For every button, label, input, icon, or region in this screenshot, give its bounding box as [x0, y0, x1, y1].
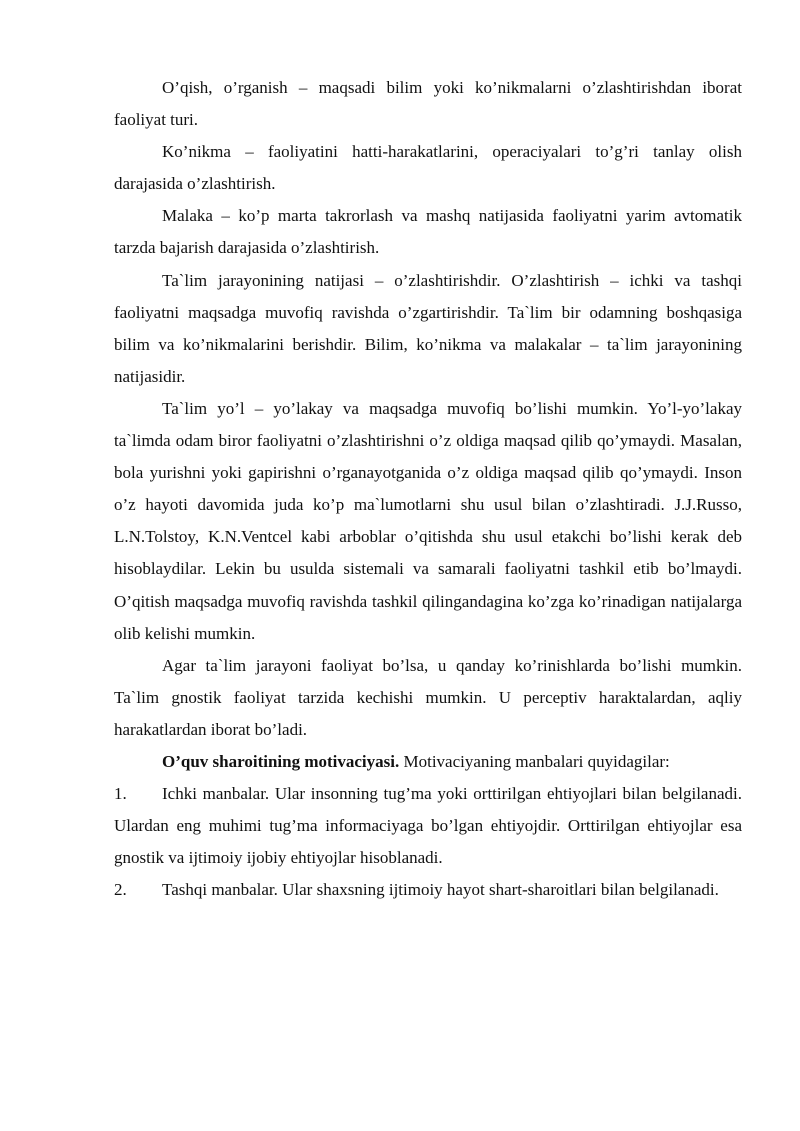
list-item	[114, 874, 742, 906]
paragraph-motivaciya	[114, 746, 742, 778]
list-item-text: Tashqi manbalar. Ular shaxsning ijtimoiy hayot shart-sharoitlari bilan belgilanadi.	[162, 880, 719, 900]
paragraph-oqish: O’qish, o’rganish – maqsadi bilim yoki ko’nikmalarni o’zlashtirishdan iborat faoliyat turi.	[114, 78, 742, 130]
paragraph-talim-yol: Ta`lim yo’l – yo’lakay va maqsadga muvofiq bo’lishi mumkin. Yo’l-yo’lakay ta`limda odam biror faoliyatni o’zlashtirishni o’z oldiga maqsad qilib qo’ymaydi. Masalan, bola yurishni yoki gapirishni o’rganayotganida o’z oldiga maqsad qilib qo’ymaydi. Inson o’z hayoti davomida juda ko’p ma`lumotlarni shu usul bilan o’zlashtiradi. J.J.Russo, L.N.Tolstoy, K.N.Ventcel kabi arboblar o’qitishda shu usul etakchi bo’lishi kerak deb hisoblaydilar. Lekin bu usulda sistemali va samarali faoliyatni tashkil etib bo’lmaydi. O’qitish maqsadga muvofiq ravishda tashkil qilingandagina ko’zga ko’rinadigan natijalarga olib kelishi mumkin.	[114, 398, 742, 643]
list-item	[114, 778, 742, 874]
list-item-text: Ichki manbalar. Ular insonning tug’ma yoki orttirilgan ehtiyojlari bilan belgilanadi. Ulardan eng muhimi tug’ma informaciyaga bo’lgan ehtiyojdir. Orttirilgan ehtiyojlar esa gnostik va ijtimoiy ijobiy ehtiyojlar hisoblanadi.	[114, 784, 742, 868]
list-item-number: 1.	[114, 784, 127, 804]
motivaciya-heading: O’quv sharoitining motivaciyasi.	[162, 751, 400, 771]
paragraph-malaka: Malaka – ko’p marta takrorlash va mashq natijasida faoliyatni yarim avtomatik tarzda bajarish darajasida o’zlashtirish.	[114, 206, 742, 258]
paragraph-konikma: Ko’nikma – faoliyatini hatti-harakatlarini, operaciyalari to’g’ri tanlay olish darajasida o’zlashtirish.	[114, 142, 742, 194]
paragraph-talim-natijasi: Ta`lim jarayonining natijasi – o’zlashtirishdir. O’zlashtirish – ichki va tashqi faoliyatni maqsadga muvofiq ravishda o’zgartirishdir. Ta`lim bir odamning boshqasiga bilim va ko’nikmalarini berishdir. Bilim, ko’nikma va malakalar – ta`lim jarayonining natijasidir.	[114, 270, 742, 386]
list-item-number: 2.	[114, 880, 127, 900]
motivaciya-text: Motivaciyaning manbalari quyidagilar:	[399, 751, 670, 771]
document-page	[114, 72, 742, 906]
paragraph-gnostik: Agar ta`lim jarayoni faoliyat bo’lsa, u qanday ko’rinishlarda bo’lishi mumkin. Ta`lim gnostik faoliyat tarzida kechishi mumkin. U perceptiv haraktalardan, aqliy harakatlardan iborat bo’ladi.	[114, 655, 742, 739]
